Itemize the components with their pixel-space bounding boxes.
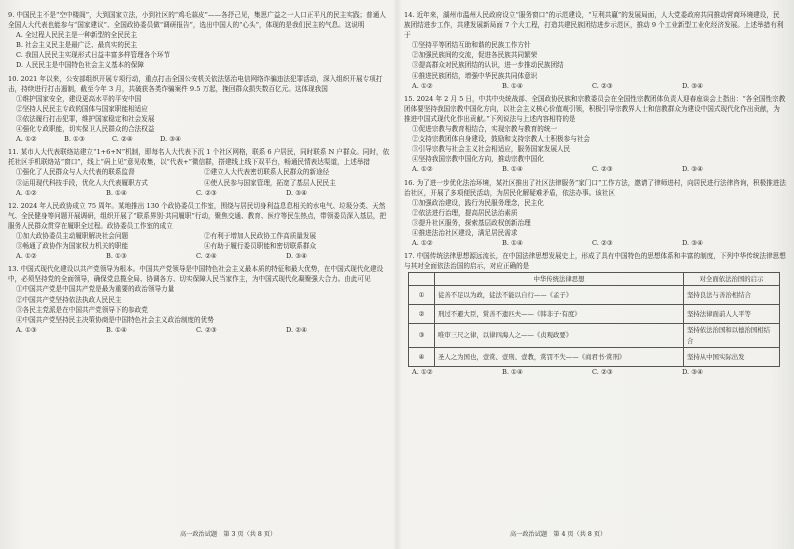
answer-choices (404, 81, 786, 91)
row-revelation: 坚持依法治国和以德治国相结合 (684, 324, 780, 347)
row-thought: 圣人之为国也，壹赏、壹刑、壹教，赏罚不失——《商君书·赏刑》 (435, 347, 684, 366)
table-row (409, 305, 780, 324)
statement: ①促进宗教与教育相结合，实现宗教与教育的统一 (412, 125, 558, 134)
choice-a[interactable]: A. ①② (412, 239, 433, 248)
answer-choices (8, 188, 392, 198)
statement: ②依法进行治理，提高居民法治素质 (412, 208, 518, 217)
answer-choices (8, 134, 392, 144)
question-15 (404, 94, 786, 175)
option[interactable]: C. 我国人民民主实现形式日益丰富多样管理各个环节 (16, 51, 171, 60)
statement: ④强化专政职能，切实保卫人民群众的合法权益 (16, 125, 155, 134)
choice-a[interactable]: A. ①② (16, 188, 37, 197)
statement: ④有助于履行委员职能和密切联系群众 (204, 242, 317, 251)
row-revelation: 坚持良法与善治相结合 (684, 286, 780, 305)
statement: ①坚持平等团结互助和谐的民族工作方针 (412, 41, 531, 50)
choice-c[interactable]: C. ②③ (592, 165, 613, 174)
choice-b[interactable]: B. ①④ (502, 165, 523, 174)
statement: ③依法履行打击犯罪，维护国家稳定和社会发展 (16, 114, 155, 123)
statement: ③引导宗教与社会主义社会相适应，服务国家发展人民 (412, 145, 571, 154)
statement: ③提升社区服务，探索基层政权创新治理 (412, 218, 531, 227)
table-header-revelation: 对全面依法治国的启示 (684, 273, 780, 286)
row-thought: 唯审三尺之律，以律四海人之——《贞观政要》 (435, 324, 684, 347)
question-12-stem: 12. 2024 年人民政协成立 75 周年。某地推出 130 个政协委员工作室，围绕与居民切身利益息息相关的水电气、垃圾分类、天然气、全民健身等问题开展调研，组织开展了“联系界别·共同履职”行动，聚焦交通、教育、医疗等民生热点，带领委员深入基层，把服务人民群众贯穿在履职全过程。政协委员工作室的成立 (8, 201, 387, 230)
statement: ③运用现代科技手段，优化人大代表履职方式 (16, 178, 148, 187)
statement: ④中国共产党坚持民主决策协商是中国特色社会主义政治制度的优势 (16, 315, 214, 324)
question-12 (8, 201, 392, 262)
row-number: ④ (409, 347, 435, 366)
statement: ①中国共产党是中国共产党是最为重要的政治领导力量 (16, 285, 175, 294)
row-number: ② (409, 305, 435, 324)
question-9 (8, 10, 392, 71)
row-revelation: 坚持法律面前人人平等 (684, 305, 780, 324)
question-16 (404, 178, 786, 249)
choice-a[interactable]: A. ①② (16, 252, 37, 261)
choice-c[interactable]: C. ②③ (592, 81, 613, 90)
question-15-stem: 15. 2024 年 2 月 5 日，中共中央统战部、全国政协民族和宗教委员会在全国性宗教团体负责人迎春座谈会上指出：“各全国性宗教团体要坚持我国宗教中国化方向，以社会主义核心价值观引领，积极引导宗教界人士和信教群众为建设中国式现代化作出贡献，为推进中国式现代化作出贡献。”下列说法与上述内容相符的是 (404, 94, 786, 123)
statement: ②坚持人民民主专政的国体与国家职能相适应 (16, 104, 148, 113)
statement: ③畅通了政协作为国家权力机关的职能 (16, 242, 129, 251)
question-17-stem: 17. 中国传统法律思想源远流长，在中国法律思想发展史上，形成了具有中国特色的思想体系和丰富的制度，下列中华传统法律思想与其对全面依法治国的启示，对应正确的是 (404, 252, 786, 271)
question-11 (8, 147, 392, 197)
right-page (404, 10, 786, 380)
page-footer-right: 高一政治试题 第 4 页（共 8 页） (510, 531, 607, 538)
law-thought-table (408, 272, 780, 366)
choice-a[interactable]: A. ①② (16, 135, 37, 144)
option[interactable]: D. 人民民主是中国特色社会主义基本的保障 (16, 61, 144, 70)
choice-c[interactable]: C. ②③ (196, 325, 217, 334)
choice-b[interactable]: B. ①④ (502, 81, 523, 90)
option[interactable]: B. 社会主义民主是最广泛、最真实的民主 (16, 41, 138, 50)
statement: ①维护国家安全，建设更高水平的平安中国 (16, 94, 142, 103)
question-13-stem: 13. 中国式现代化建设以共产党领导为根本。中国共产党领导是中国特色社会主义最本质的特征和最大优势，在中国式现代化建设中，必须坚持党的全面领导，确保党总揽全局、协调各方、切实保障人民当家作主，为中国式现代化凝聚强大合力。由此可见 (8, 265, 384, 284)
statement: ①加强政治建设，践行为民服务理念，民主化 (412, 198, 544, 207)
choice-a[interactable]: A. ①② (412, 367, 433, 376)
choice-d[interactable]: D. ③④ (286, 252, 308, 261)
choice-b[interactable]: B. ①③ (64, 135, 85, 144)
choice-b[interactable]: B. ①④ (502, 367, 523, 376)
statement: ①强化了人民群众与人大代表的联系监督 (16, 168, 135, 177)
choice-d[interactable]: D. ③④ (682, 81, 704, 90)
question-11-stem: 11. 某市人大代表联络站建立“1+6+N”机制，即每名人大代表下沉 1 个社区网格，联系 6 户居民，同时联系 N 户群众。同时，依托社区手机联络站“窗口”，线上“码上见”意见收集，以“代表+”微信群，搭建线上线下双平台，畅通民情表达渠道，上述举措 (8, 148, 390, 167)
row-thought: 徒善不足以为政，徒法不能以自行——《孟子》 (435, 286, 684, 305)
choice-d[interactable]: D. ③④ (682, 239, 704, 248)
choice-c[interactable]: C. ②③ (592, 239, 613, 248)
question-14 (404, 10, 786, 91)
statement: ①加大政协委员主动履职解决社会问题 (16, 231, 129, 240)
left-page (8, 10, 392, 338)
choice-d[interactable]: D. ③④ (286, 188, 308, 197)
statement: ④推进法治社区建设，满足居民需求 (412, 228, 518, 237)
answer-choices (8, 325, 392, 335)
page-footer-left: 高一政治试题 第 3 页（共 8 页） (180, 531, 277, 538)
answer-choices (404, 238, 786, 248)
statement: ②有利于增加人民政协工作高质量发展 (204, 231, 317, 240)
option[interactable]: A. 全过程人民民主是一种新型的全民民主 (16, 31, 138, 40)
choice-c[interactable]: C. ②③ (196, 188, 217, 197)
choice-d[interactable]: D. ③④ (682, 367, 704, 376)
choice-b[interactable]: B. ①③ (106, 252, 127, 261)
question-13 (8, 264, 392, 335)
answer-choices (404, 367, 786, 377)
table-header-thought: 中华传统法律思想 (435, 273, 684, 286)
statements (8, 167, 392, 187)
question-10 (8, 74, 392, 145)
choice-a[interactable]: A. ①② (412, 165, 433, 174)
table-row (409, 324, 780, 347)
statement: ②支持宗教团体自身建设，鼓励和支持宗教人士积极参与社会 (412, 135, 591, 144)
choice-d[interactable]: D. ③④ (160, 135, 182, 144)
question-9-stem: 9. 中国民主不是“空中楼阁”，大到国家立法，小到社区的“鸡毛蒜皮”——各抒己见，集思广益之一人口正平凡的民主实践；普通人全国人大代表也能参与“国家建议”、全国政协委员做“调研报告”，选出中国人的“心头”，体现的是我们民主的气息。这说明 (8, 11, 386, 30)
question-16-stem: 16. 为了进一步优化法治环境，某社区推出了社区法律服务“家门口”工作方法，邀请了律师进村，向居民进行法律咨询，积极推进法治社区，开展了多项便民活动，为居民化解疑难矛盾，依法办事。该社区 (404, 178, 786, 197)
statement: ④使人民参与国家管理，拓宽了基层人民民主 (204, 178, 336, 187)
row-revelation: 坚持从中国实际出发 (684, 347, 780, 366)
question-17 (404, 251, 786, 377)
question-10-stem: 10. 2021 年以来，公安部组织开展专项行动，重点打击全国公安机关依法惩治电信网络诈骗违法犯罪活动，深入组织开展专项打击，持续进行打击遏制，截至今年 3 月，共破获各类诈骗案件 9.5 万起，挽回群众损失数百亿元。这体现我国 (8, 74, 383, 93)
answer-choices (8, 251, 392, 261)
table-row (409, 286, 780, 305)
choice-b[interactable]: B. ①④ (106, 188, 127, 197)
choice-a[interactable]: A. ①② (412, 81, 433, 90)
choice-b[interactable]: B. ①④ (502, 239, 523, 248)
row-thought: 刑过不避大臣，赏善不遗匹夫——《韩非子·有度》 (435, 305, 684, 324)
statement: ③提高群众对民族团结的认识，进一步推动民族团结 (412, 61, 564, 70)
table-header-row (409, 273, 780, 286)
table-row (409, 347, 780, 366)
question-14-stem: 14. 近年来，湖州市温州人民政府设立“服务窗口”的示范建设，“互利共赢”的发展局面，人大党委政府共同推动营商环境建设，民族团结进步工作，共建发展新局面 7 个大工程，打造共建民族团结进步示范区，推动 9 个工业新型工业化经济发展。上述举措有利于 (404, 11, 784, 40)
statement: ②建立人大代表密切联系人民群众的新途径 (204, 168, 330, 177)
choice-d[interactable]: D. ③④ (682, 165, 704, 174)
statements (8, 231, 392, 251)
choice-b[interactable]: B. ①④ (106, 325, 127, 334)
statement: ③各民主党派是在中国共产党领导下的参政党 (16, 305, 148, 314)
choice-d[interactable]: D. ②④ (286, 325, 308, 334)
choice-c[interactable]: C. ②④ (112, 135, 133, 144)
row-number: ③ (409, 324, 435, 347)
choice-a[interactable]: A. ①③ (16, 325, 37, 334)
choice-c[interactable]: C. ②③ (592, 367, 613, 376)
statement: ④坚持我国宗教中国化方向，推动宗教中国化 (412, 155, 544, 164)
row-number: ① (409, 286, 435, 305)
statement: ④推进民族团结，增强中华民族共同体意识 (412, 71, 538, 80)
answer-choices (404, 164, 786, 174)
table-header-blank (409, 273, 435, 286)
statement: ②加强民族间的交流，促进各民族共同繁荣 (412, 51, 538, 60)
choice-c[interactable]: C. ②④ (196, 252, 217, 261)
statement: ②中国共产党坚持依法执政人民民主 (16, 295, 122, 304)
